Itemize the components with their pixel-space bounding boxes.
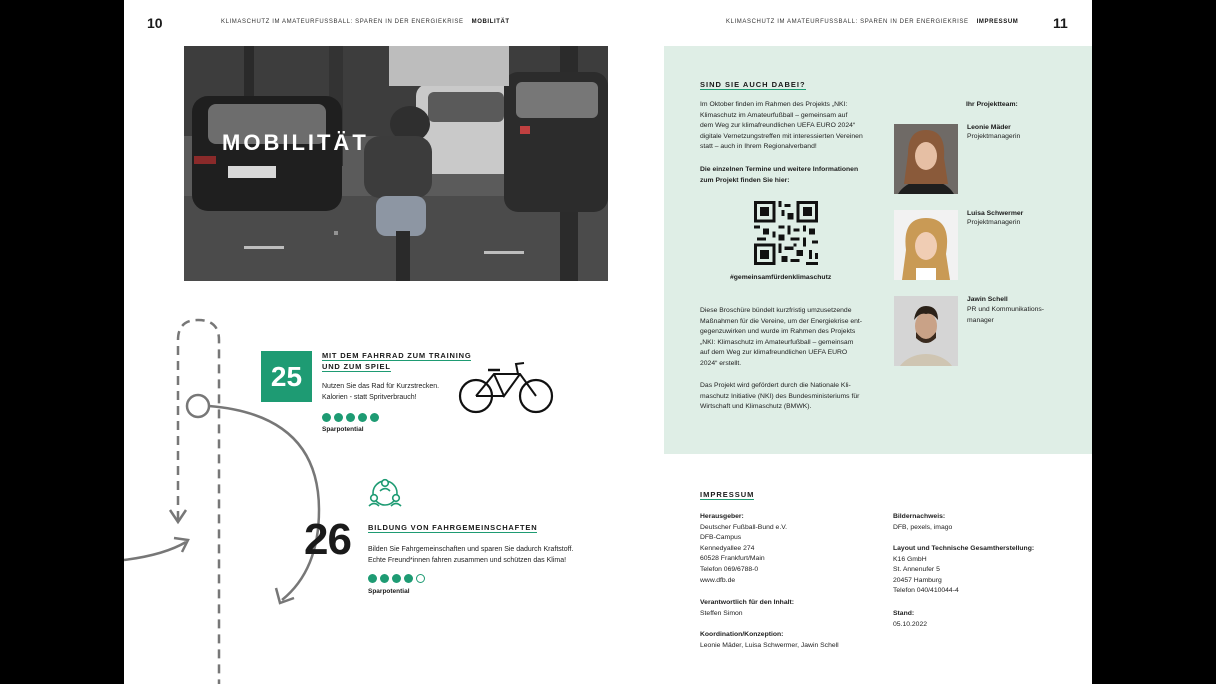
team-heading: Ihr Projektteam:: [966, 101, 1018, 108]
impressum-label: Layout und Technische Gesamtherstellung:: [893, 545, 1035, 552]
tip-number: 26: [304, 515, 351, 564]
text-line: Wirtschaft und Klimaschutz (BMWK).: [700, 403, 812, 411]
impressum-label: Herausgeber:: [700, 513, 744, 520]
tip-text: [368, 544, 573, 566]
tip-text: [322, 381, 439, 403]
impressum-credits: [893, 512, 952, 533]
impressum-layout: [893, 544, 1034, 597]
member-role: [967, 132, 1020, 143]
text-line: Diese Broschüre bündelt kurzfristig umzusetzende: [700, 307, 852, 314]
rating-dot-empty: [416, 574, 425, 583]
rating-dot: [358, 413, 367, 422]
tip-number-badge: 25: [261, 351, 312, 402]
rating-dot: [380, 574, 389, 583]
text-line: K16 GmbH: [893, 555, 927, 563]
running-head-left: [221, 19, 510, 25]
member-name: Leonie Mäder: [967, 124, 1011, 131]
tip-title-line: UND ZUM SPIEL: [322, 362, 391, 371]
portrait-photo: [894, 210, 958, 280]
role-line: PR und Kommunikations-: [967, 306, 1045, 313]
text-line: Deutscher Fußball-Bund e.V.: [700, 523, 788, 531]
tip-text-line: Bilden Sie Fahrgemeinschaften und sparen Sie dadurch Kraftstoff.: [368, 546, 574, 553]
mobility-photo: [184, 46, 608, 281]
role-line: manager: [967, 316, 994, 324]
text-line: DFB-Campus: [700, 534, 742, 542]
website-link[interactable]: www.dfb.de: [700, 576, 736, 584]
portrait-photo: [894, 124, 958, 194]
funding-text: [700, 381, 890, 413]
tip-title-line: MIT DEM FAHRRAD ZUM TRAINING: [322, 351, 472, 360]
running-head-right: [726, 19, 1018, 25]
member-name: Luisa Schwermer: [967, 210, 1024, 217]
bicycle-icon: [458, 360, 556, 416]
savings-rating: [368, 574, 425, 583]
text-line: 20457 Hamburg: [893, 576, 942, 584]
tip-title: [368, 522, 537, 533]
member-name: Jawin Schell: [967, 296, 1008, 303]
text-line: St. Annenufer 5: [893, 566, 940, 574]
text-line: gegenzuwirken und wurde im Rahmen des Projekts: [700, 328, 856, 336]
impressum-title-text: IMPRESSUM: [700, 490, 755, 499]
tip-title-line: BILDUNG VON FAHRGEMEINSCHAFTEN: [368, 523, 538, 532]
traffic-cyclist-illustration: [184, 46, 608, 281]
carpool-people-icon: [368, 478, 402, 510]
rating-dot: [404, 574, 413, 583]
text-line: Maßnahmen für die Vereine, um der Energiekrise ent-: [700, 317, 863, 325]
join-title-text: SIND SIE AUCH DABEI?: [700, 80, 806, 89]
impressum-responsible: [700, 598, 794, 619]
text-line: „NKI: Klimaschutz im Amateurfußball – gemeinsam: [700, 338, 854, 346]
page-number-left: 10: [147, 15, 163, 31]
rating-dot: [334, 413, 343, 422]
hashtag: #gemeinsamfürdenklimaschutz: [730, 274, 832, 281]
role-line: Projektmanagerin: [967, 219, 1021, 226]
text-line: Klimaschutz im Amateurfußball – gemeinsam auf: [700, 111, 848, 119]
text-line: zum Projekt finden Sie hier:: [700, 176, 790, 184]
tip-title: [322, 350, 471, 372]
rating-dot: [346, 413, 355, 422]
text-line: statt – auch in Ihrem Regionalverband!: [700, 143, 817, 151]
photo-title: MOBILITÄT: [222, 130, 369, 155]
text-line: auf dem Weg zur klimafreundlichen UEFA EURO: [700, 349, 848, 357]
rating-dot: [370, 413, 379, 422]
text-line: Telefon 040/410044-4: [893, 587, 959, 595]
text-line: 05.10.2022: [893, 620, 928, 628]
rating-dot: [392, 574, 401, 583]
member-role: [967, 218, 1020, 229]
impressum-label: Koordination/Konzeption:: [700, 631, 784, 638]
text-line: Im Oktober finden im Rahmen des Projekts „NKI:: [700, 101, 848, 108]
running-head-text: KLIMASCHUTZ IM AMATEURFUSSBALL: SPAREN IN DER ENERGIEKRISE: [221, 19, 464, 25]
rating-label: Sparpotential: [368, 588, 410, 595]
tip-text-line: Echte Freund*innen fahren zusammen und schützen das Klima!: [368, 557, 567, 564]
text-line: Kennedyallee 274: [700, 544, 755, 552]
portrait-photo: [894, 296, 958, 366]
text-line: Steffen Simon: [700, 609, 743, 617]
impressum-label: Bildernachweis:: [893, 513, 946, 520]
qr-code[interactable]: [754, 201, 818, 265]
savings-rating: [322, 413, 379, 422]
text-line: digitale Vernetzungstreffen mit interessierten Vereinen: [700, 132, 863, 140]
impressum-coordination: [700, 630, 839, 651]
impressum-title: [700, 490, 754, 499]
running-head-text: KLIMASCHUTZ IM AMATEURFUSSBALL: SPAREN IN DER ENERGIEKRISE: [726, 19, 969, 25]
info-text: [700, 165, 858, 186]
member-role: [967, 305, 1044, 326]
text-line: Leonie Mäder, Luisa Schwermer, Jawin Schell: [700, 641, 839, 649]
text-line: maschutz Initiative (NKI) des Bundesministeriums für: [700, 392, 860, 400]
running-head-section: MOBILITÄT: [471, 19, 510, 25]
tip-text-line: Kalorien - statt Spritverbrauch!: [322, 394, 417, 401]
text-line: Telefon 069/6788-0: [700, 565, 759, 573]
text-line: Die einzelnen Termine und weitere Informationen: [700, 166, 859, 173]
page-number-right: 11: [1053, 15, 1068, 31]
join-title: [700, 80, 806, 89]
text-line: 2024“ erstellt.: [700, 359, 742, 367]
rating-dot: [368, 574, 377, 583]
role-line: Projektmanagerin: [967, 133, 1021, 140]
tip-text-line: Nutzen Sie das Rad für Kurzstrecken.: [322, 383, 440, 390]
text-line: dem Weg zur klimafreundlichen UEFA EURO 2024“: [700, 122, 856, 130]
text-line: 60528 Frankfurt/Main: [700, 555, 765, 563]
impressum-publisher: [700, 512, 787, 586]
text-line: Das Projekt wird gefördert durch die Nationale Kli-: [700, 382, 851, 389]
brochure-text: [700, 306, 885, 370]
rating-dot: [322, 413, 331, 422]
rating-label: Sparpotential: [322, 426, 364, 433]
join-text: [700, 100, 885, 153]
text-line: DFB, pexels, imago: [893, 523, 953, 531]
impressum-label: Stand:: [893, 610, 915, 617]
running-head-section: IMPRESSUM: [976, 19, 1019, 25]
brochure-spread: [124, 0, 1092, 684]
impressum-label: Verantwortlich für den Inhalt:: [700, 599, 795, 606]
impressum-date: [893, 609, 927, 630]
